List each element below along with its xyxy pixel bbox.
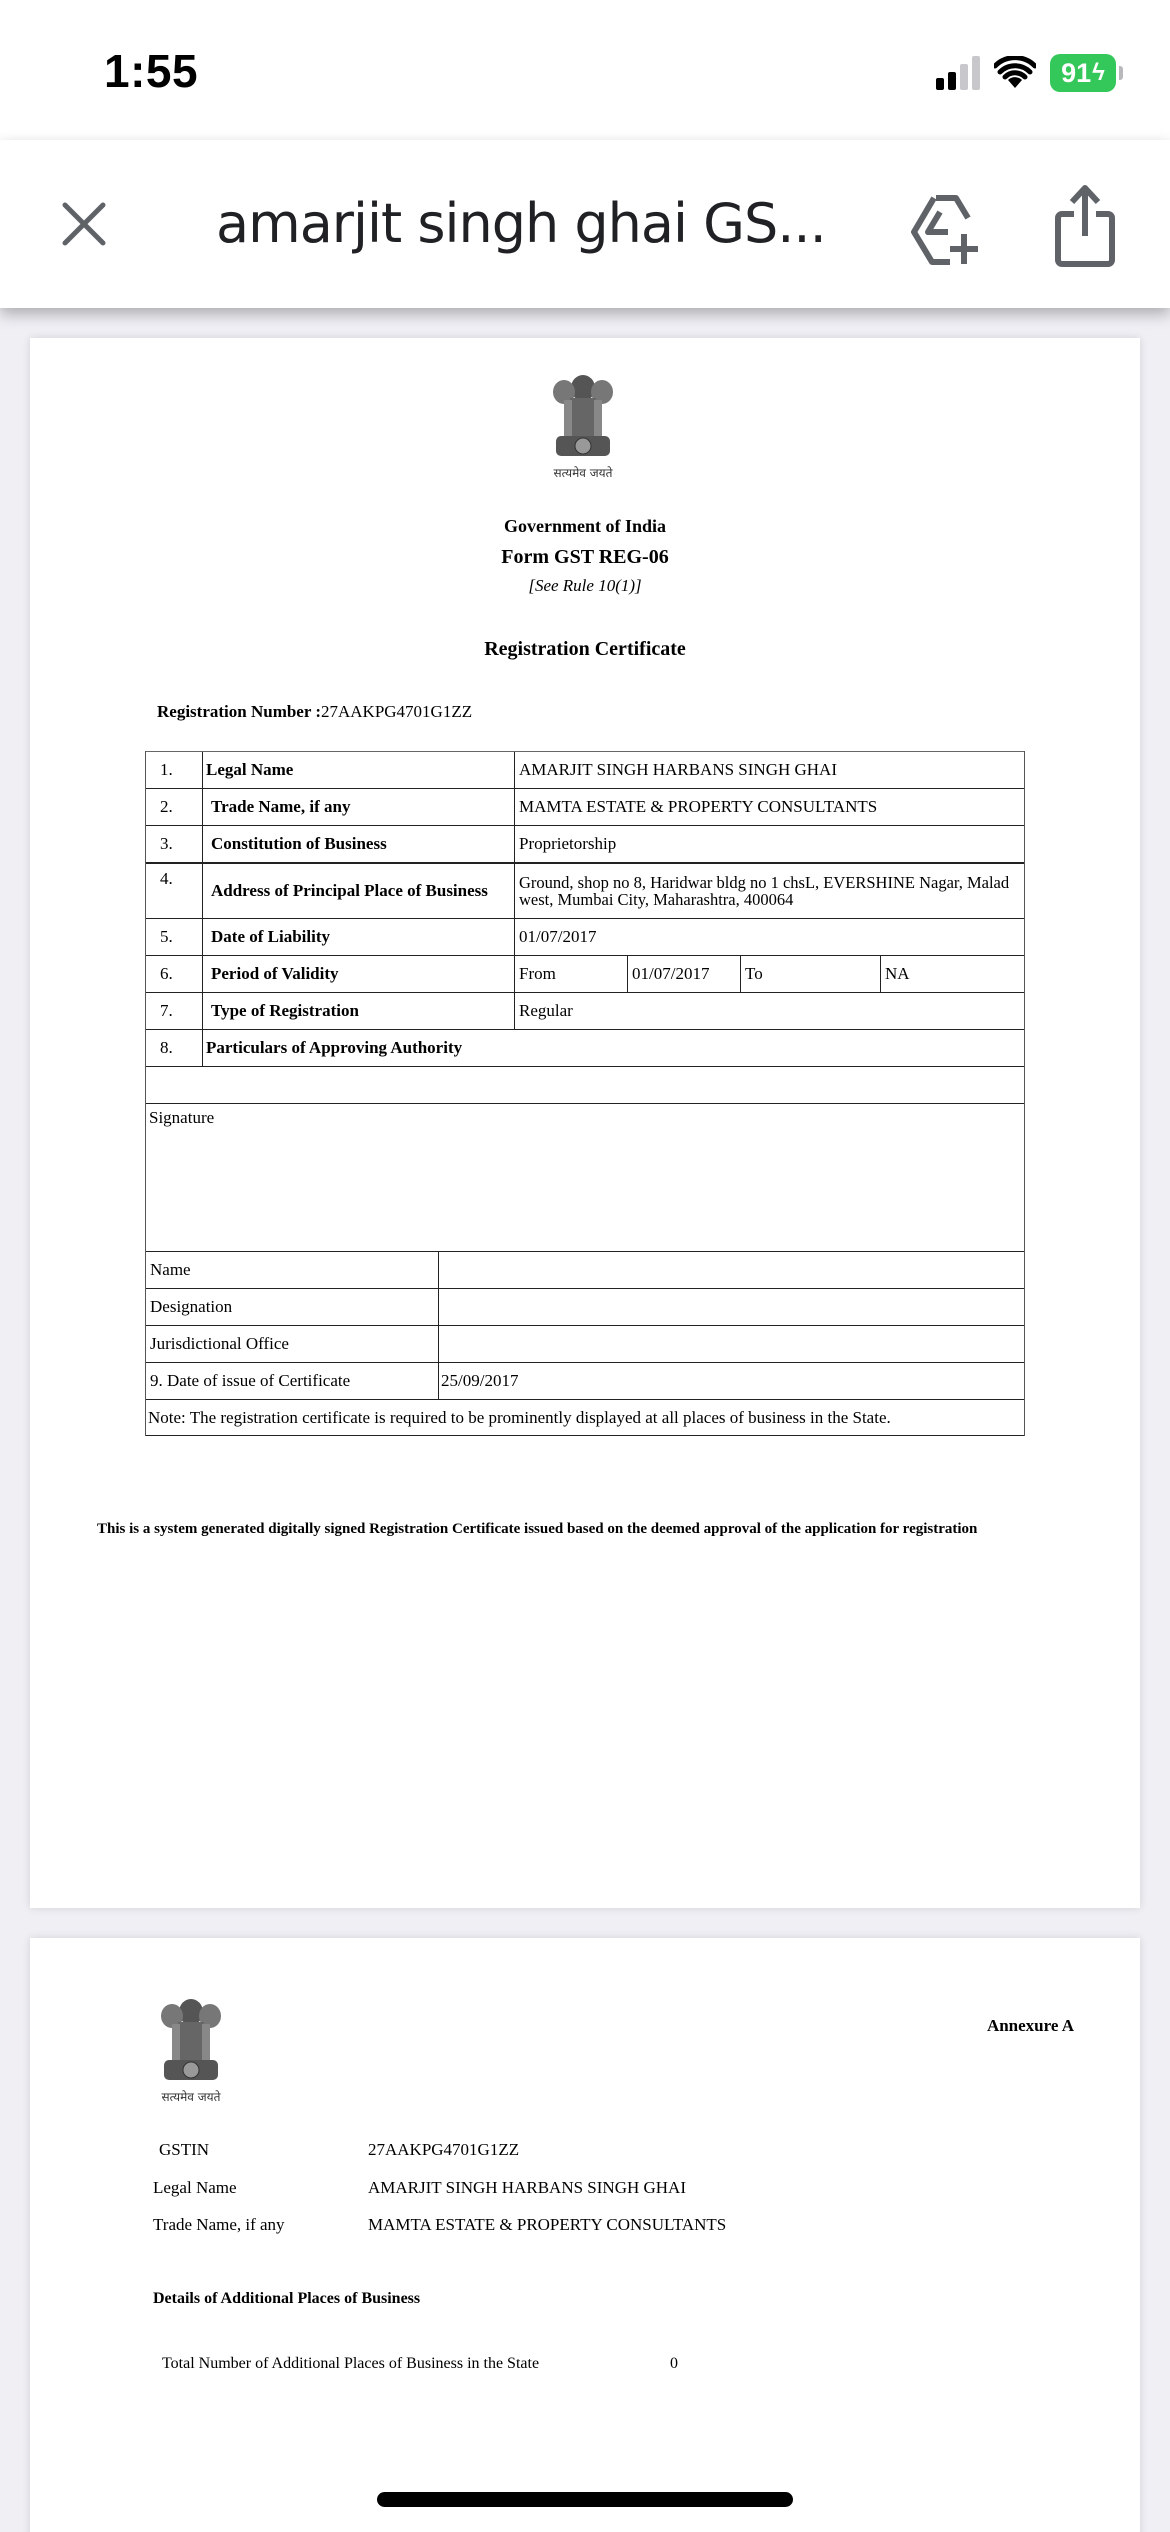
table-row: [146, 825, 1024, 862]
row-number: 6.: [146, 956, 203, 992]
legal-name-label: Legal Name: [153, 2178, 237, 2197]
table-row: [146, 955, 1024, 992]
registration-number-label: Registration Number :: [157, 702, 321, 721]
authority-label: Designation: [146, 1289, 439, 1325]
row-label-text: Address of Principal Place of Business: [211, 881, 488, 901]
row-label: Period of Validity: [203, 956, 515, 992]
row-value: Proprietorship: [519, 834, 617, 854]
row-number: 1.: [146, 752, 203, 788]
close-icon: [61, 201, 107, 247]
additional-places-count: 0: [670, 2355, 678, 2372]
authority-label: Jurisdictional Office: [146, 1326, 439, 1362]
cellular-signal-icon: [936, 56, 980, 90]
authority-value: [439, 1289, 1024, 1325]
app-header: [0, 140, 1170, 308]
row-number: 4.: [146, 864, 203, 918]
authority-value: [439, 1326, 1024, 1362]
issue-date-label: 9. Date of issue of Certificate: [146, 1363, 439, 1399]
row-label: Date of Liability: [203, 919, 515, 955]
gstin-value: 27AAKPG4701G1ZZ: [368, 2140, 520, 2159]
trade-name-value: MAMTA ESTATE & PROPERTY CONSULTANTS: [368, 2215, 727, 2234]
rule-reference: [See Rule 10(1)]: [528, 576, 642, 595]
row-label: Particulars of Approving Authority: [206, 1038, 463, 1058]
blank-row: [146, 1066, 1024, 1103]
validity-from-value: 01/07/2017: [628, 956, 741, 992]
emblem: [550, 370, 616, 481]
signature-row: [146, 1103, 1024, 1251]
registration-number-value: 27AAKPG4701G1ZZ: [321, 702, 473, 721]
row-label: Type of Registration: [203, 993, 515, 1029]
share-button[interactable]: [1052, 184, 1118, 268]
additional-places-label: Total Number of Additional Places of Business in the State: [162, 2355, 540, 2372]
row-number: 3.: [146, 826, 203, 862]
table-row: [146, 788, 1024, 825]
row-value: 01/07/2017: [519, 927, 597, 947]
national-emblem-icon: [550, 370, 616, 460]
row-number: 8.: [146, 1030, 203, 1066]
status-bar: [0, 0, 1170, 140]
certificate-title: Registration Certificate: [484, 638, 686, 660]
authority-row: [146, 1251, 1024, 1288]
add-to-drive-button[interactable]: [906, 190, 986, 270]
row-label: Constitution of Business: [203, 826, 515, 862]
details-table: [145, 751, 1025, 1436]
add-to-drive-icon: [906, 190, 986, 270]
row-number: 2.: [146, 789, 203, 825]
table-row: [146, 992, 1024, 1029]
pdf-page-2: [30, 1938, 1140, 2532]
additional-places-heading: Details of Additional Places of Business: [153, 2290, 421, 2307]
gstin-label: GSTIN: [159, 2140, 210, 2159]
issue-date-value: 25/09/2017: [441, 1371, 519, 1391]
row-label: Legal Name: [203, 752, 515, 788]
authority-row: [146, 1325, 1024, 1362]
legal-name-value: AMARJIT SINGH HARBANS SINGH GHAI: [368, 2178, 686, 2197]
validity-to-label: To: [741, 956, 881, 992]
row-value: MAMTA ESTATE & PROPERTY CONSULTANTS: [519, 797, 878, 817]
charging-bolt-icon: ϟ: [1092, 59, 1105, 86]
row-value: Ground, shop no 8, Haridwar bldg no 1 chsL, EVERSHINE Nagar, Malad west, Mumbai City, Maharashtra, 400064: [519, 872, 1010, 909]
emblem-motto: सत्यमेव जयते: [161, 2090, 221, 2104]
document-title: amarjit singh ghai GS...: [216, 192, 826, 255]
note-row: [146, 1399, 1024, 1436]
system-generated-note: This is a system generated digitally signed Registration Certificate issued based on the deemed approval of the application for registration: [97, 1521, 978, 1537]
row-label: Trade Name, if any: [203, 789, 515, 825]
trade-name-label: Trade Name, if any: [153, 2215, 285, 2234]
emblem-motto: सत्यमेव जयते: [553, 466, 613, 480]
row-value: AMARJIT SINGH HARBANS SINGH GHAI: [519, 760, 837, 780]
wifi-icon: [994, 56, 1036, 90]
close-button[interactable]: [56, 196, 112, 252]
status-time: 1:55: [104, 45, 199, 97]
table-row: [146, 862, 1024, 918]
share-icon: [1052, 184, 1118, 268]
government-heading: Government of India: [504, 516, 666, 536]
row-label: [203, 864, 515, 918]
signature-label: Signature: [149, 1108, 215, 1127]
annexure-label: Annexure A: [986, 2016, 1074, 2035]
authority-label: Name: [146, 1252, 439, 1288]
validity-from-label: From: [515, 956, 628, 992]
row-number: 7.: [146, 993, 203, 1029]
table-row: [146, 751, 1024, 788]
table-row: [146, 918, 1024, 955]
battery-nub: [1119, 66, 1123, 80]
row-number: 5.: [146, 919, 203, 955]
validity-to-value: NA: [885, 964, 910, 984]
authority-row: [146, 1362, 1024, 1399]
authority-value: [439, 1252, 1024, 1288]
display-note: Note: The registration certificate is required to be prominently displayed at all places of business in the State.: [148, 1407, 891, 1427]
status-icons: [936, 54, 1116, 92]
pdf-page-1: [30, 338, 1140, 1908]
table-row: [146, 1029, 1024, 1066]
battery-percent: 91: [1061, 57, 1092, 88]
form-title: Form GST REG-06: [501, 546, 669, 568]
authority-row: [146, 1288, 1024, 1325]
national-emblem-icon: [158, 1994, 224, 2084]
emblem: [158, 1994, 224, 2105]
home-indicator[interactable]: [377, 2492, 793, 2507]
battery-charging-icon: [1050, 54, 1116, 92]
row-value: Regular: [519, 1001, 573, 1021]
registration-number: [157, 702, 472, 722]
